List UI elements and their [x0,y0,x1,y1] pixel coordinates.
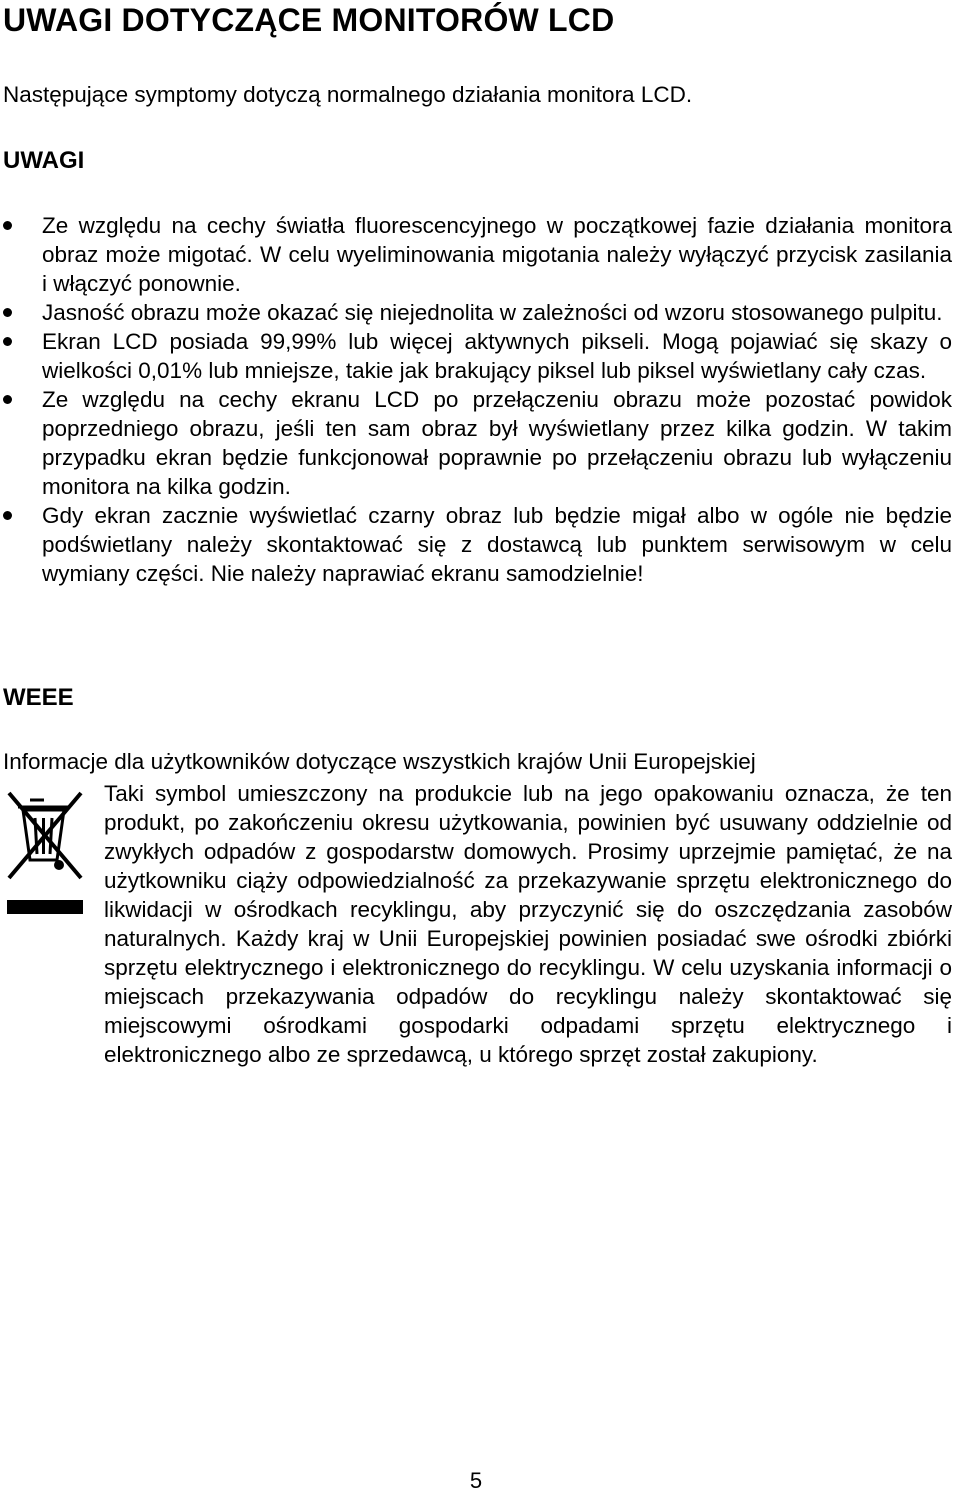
list-item [0,327,952,385]
notes-list [0,211,952,588]
page-number: 5 [469,1468,483,1493]
weee-info-line: Informacje dla użytkowników dotyczące wszystkich krajów Unii Europejskiej [3,749,756,774]
list-item [0,298,952,327]
list-item [0,385,952,501]
bullet-icon [3,308,12,317]
list-item [0,501,952,588]
bullet-icon [3,511,12,520]
note-text: Ze względu na cechy światła fluorescencyjnego w początkowej fazie działania monitora obraz może migotać. W celu wyeliminowania migotania należy wyłączyć przycisk zasilania i włączyć ponownie. [42,213,952,296]
bullet-icon [3,221,12,230]
weee-heading: WEEE [3,684,74,711]
weee-body-text: Taki symbol umieszczony na produkcie lub na jego opakowaniu oznacza, że ten produkt, po zakończeniu okresu użytkowania, powinien być usuwany oddzielnie od zwykłych odpadów z gospodarstw domowych. Prosimy uprzejmie pamiętać, że na użytkowniku ciąży odpowiedzialność za przekazywanie sprzętu elektronicznego do likwidacji w ośrodkach recyklingu, aby przyczynić się do oszczędzania zasobów naturalnych. Każdy kraj w Unii Europejskiej powinien posiadać swe ośrodki zbiórki sprzętu elektrycznego i elektronicznego do recyklingu. W celu uzyskania informacji o miejscach przekazywania odpadów do recyklingu należy skontaktować się miejscowymi ośrodkami gospodarki odpadami sprzętu elektrycznego i elektronicznego albo ze sprzedawcą, u którego sprzęt został zakupiony. [104,781,952,1067]
bullet-icon [3,395,12,404]
list-item [0,211,952,298]
crossed-out-wheelie-bin-icon [6,790,84,920]
intro-text: Następujące symptomy dotyczą normalnego działania monitora LCD. [3,82,693,107]
notes-heading: UWAGI [3,147,85,174]
bullet-icon [3,337,12,346]
note-text: Ekran LCD posiada 99,99% lub więcej aktywnych pikseli. Mogą pojawiać się skazy o wielkości 0,01% lub mniejsze, takie jak brakujący piksel lub piksel wyświetlany cały czas. [42,329,952,383]
page-title: UWAGI DOTYCZĄCE MONITORÓW LCD [3,2,615,38]
note-text: Gdy ekran zacznie wyświetlać czarny obraz lub będzie migał albo w ogóle nie będzie podświetlany należy skontaktować się z dostawcą lub punktem serwisowym w celu wymiany części. Nie należy naprawiać ekranu samodzielnie! [42,503,952,586]
note-text: Ze względu na cechy ekranu LCD po przełączeniu obrazu może pozostać powidok poprzedniego obrazu, jeśli ten sam obraz był wyświetlany przez kilka godzin. W takim przypadku ekran będzie funkcjonował poprawnie po przełączeniu obrazu lub wyłączeniu monitora na kilka godzin. [42,387,952,499]
note-text: Jasność obrazu może okazać się niejednolita w zależności od wzoru stosowanego pulpitu. [42,300,943,325]
